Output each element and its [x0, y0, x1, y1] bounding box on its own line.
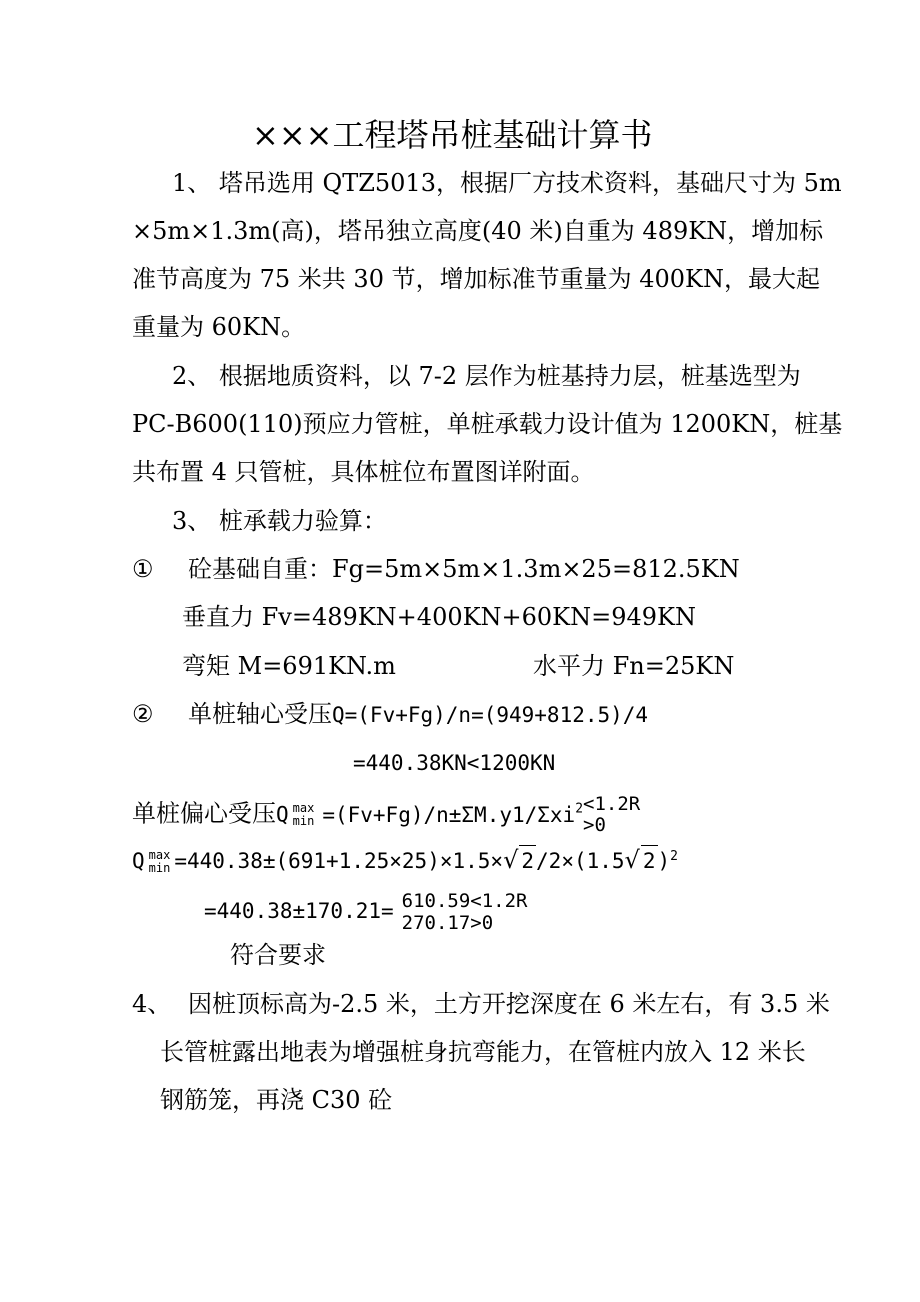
vertical-force: 垂直力 Fv=489KN+400KN+60KN=949KN — [182, 603, 696, 631]
result-max: 610.59<1.2R — [401, 890, 528, 912]
calc-1-text: 砼基础自重：Fg=5m×5m×1.3m×25=812.5KN — [188, 555, 740, 583]
section-3-heading: 3、 桩承载力验算： — [172, 507, 387, 535]
sqrt-icon-2: √ — [624, 846, 640, 874]
min-label-2: min — [148, 861, 171, 875]
calc-1-number: ① — [132, 555, 154, 583]
eccentric-result-line — [204, 890, 528, 934]
section-4-line-3: 钢筋笼，再浇 C30 砼 — [160, 1086, 393, 1114]
eccentric-calc-part-a: =440.38±(691+1.25×25)×1.5× — [174, 849, 504, 873]
condition-lower: >0 — [583, 814, 606, 836]
result-min: 270.17>0 — [401, 912, 494, 934]
section-4-line-1: 因桩顶标高为-2.5 米，土方开挖深度在 6 米左右，有 3.5 米 — [188, 990, 830, 1018]
q-symbol: Q — [276, 802, 289, 827]
max-label-2: max — [148, 848, 171, 862]
calc-2-formula: Q=(Fv+Fg)/n=(949+812.5)/4 — [332, 703, 649, 727]
max-min-subscript — [293, 802, 315, 828]
section-1-line-2: ×5m×1.3m(高)，塔吊独立高度(40 米)自重为 489KN，增加标 — [132, 217, 824, 245]
calc-2-line — [188, 699, 648, 730]
section-1-line-3: 准节高度为 75 米共 30 节，增加标准节重量为 400KN，最大起 — [132, 265, 820, 293]
min-label: min — [292, 814, 315, 828]
eccentric-calc-line — [132, 842, 678, 876]
sqrt-icon: √ — [503, 846, 519, 874]
square-exponent-2: 2 — [670, 849, 678, 864]
q-symbol-2: Q — [132, 849, 145, 873]
sqrt-argument: 2 — [519, 845, 536, 876]
max-min-subscript-2 — [149, 849, 171, 875]
bending-moment: 弯矩 M=691KN.m — [182, 652, 396, 680]
section-1-line-4: 重量为 60KN。 — [132, 313, 306, 341]
section-2-line-3: 共布置 4 只管桩，具体桩位布置图详附面。 — [132, 458, 595, 486]
calc-2-number: ② — [132, 700, 154, 728]
square-exponent: 2 — [575, 801, 584, 817]
calc-2-result: =440.38KN<1200KN — [353, 751, 556, 775]
section-1-line-1: 1、 塔吊选用 QTZ5013，根据厂方技术资料，基础尺寸为 5m — [172, 169, 842, 197]
section-2-line-2: PC-B600(110)预应力管桩，单桩承载力设计值为 1200KN，桩基 — [132, 410, 843, 438]
horizontal-force: 水平力 Fn=25KN — [533, 652, 735, 680]
eccentric-condition — [583, 794, 640, 836]
max-label: max — [292, 801, 315, 815]
section-4-number: 4、 — [132, 990, 172, 1018]
eccentric-label: 单桩偏心受压 — [132, 799, 276, 828]
calc-2-label: 单桩轴心受压 — [188, 700, 332, 728]
section-2-line-1: 2、 根据地质资料，以 7-2 层作为桩基持力层，桩基选型为 — [172, 362, 801, 390]
eccentric-calc-part-c: ) — [657, 849, 671, 873]
eccentric-results — [402, 890, 528, 934]
sqrt-argument-2: 2 — [641, 845, 658, 876]
eccentric-calc-part-b: /2×(1.5 — [536, 849, 625, 873]
eccentric-formula: =(Fv+Fg)/n±ΣM.y1/Σxi — [322, 802, 576, 827]
eccentric-result-eq: =440.38±170.21= — [204, 899, 394, 923]
condition-upper: <1.2R — [583, 793, 641, 815]
section-4-line-2: 长管桩露出地表为增强桩身抗弯能力，在管桩内放入 12 米长 — [160, 1038, 806, 1066]
eccentric-formula-line — [132, 794, 640, 836]
document-title: ×××工程塔吊桩基础计算书 — [252, 116, 653, 154]
conclusion: 符合要求 — [230, 941, 326, 969]
